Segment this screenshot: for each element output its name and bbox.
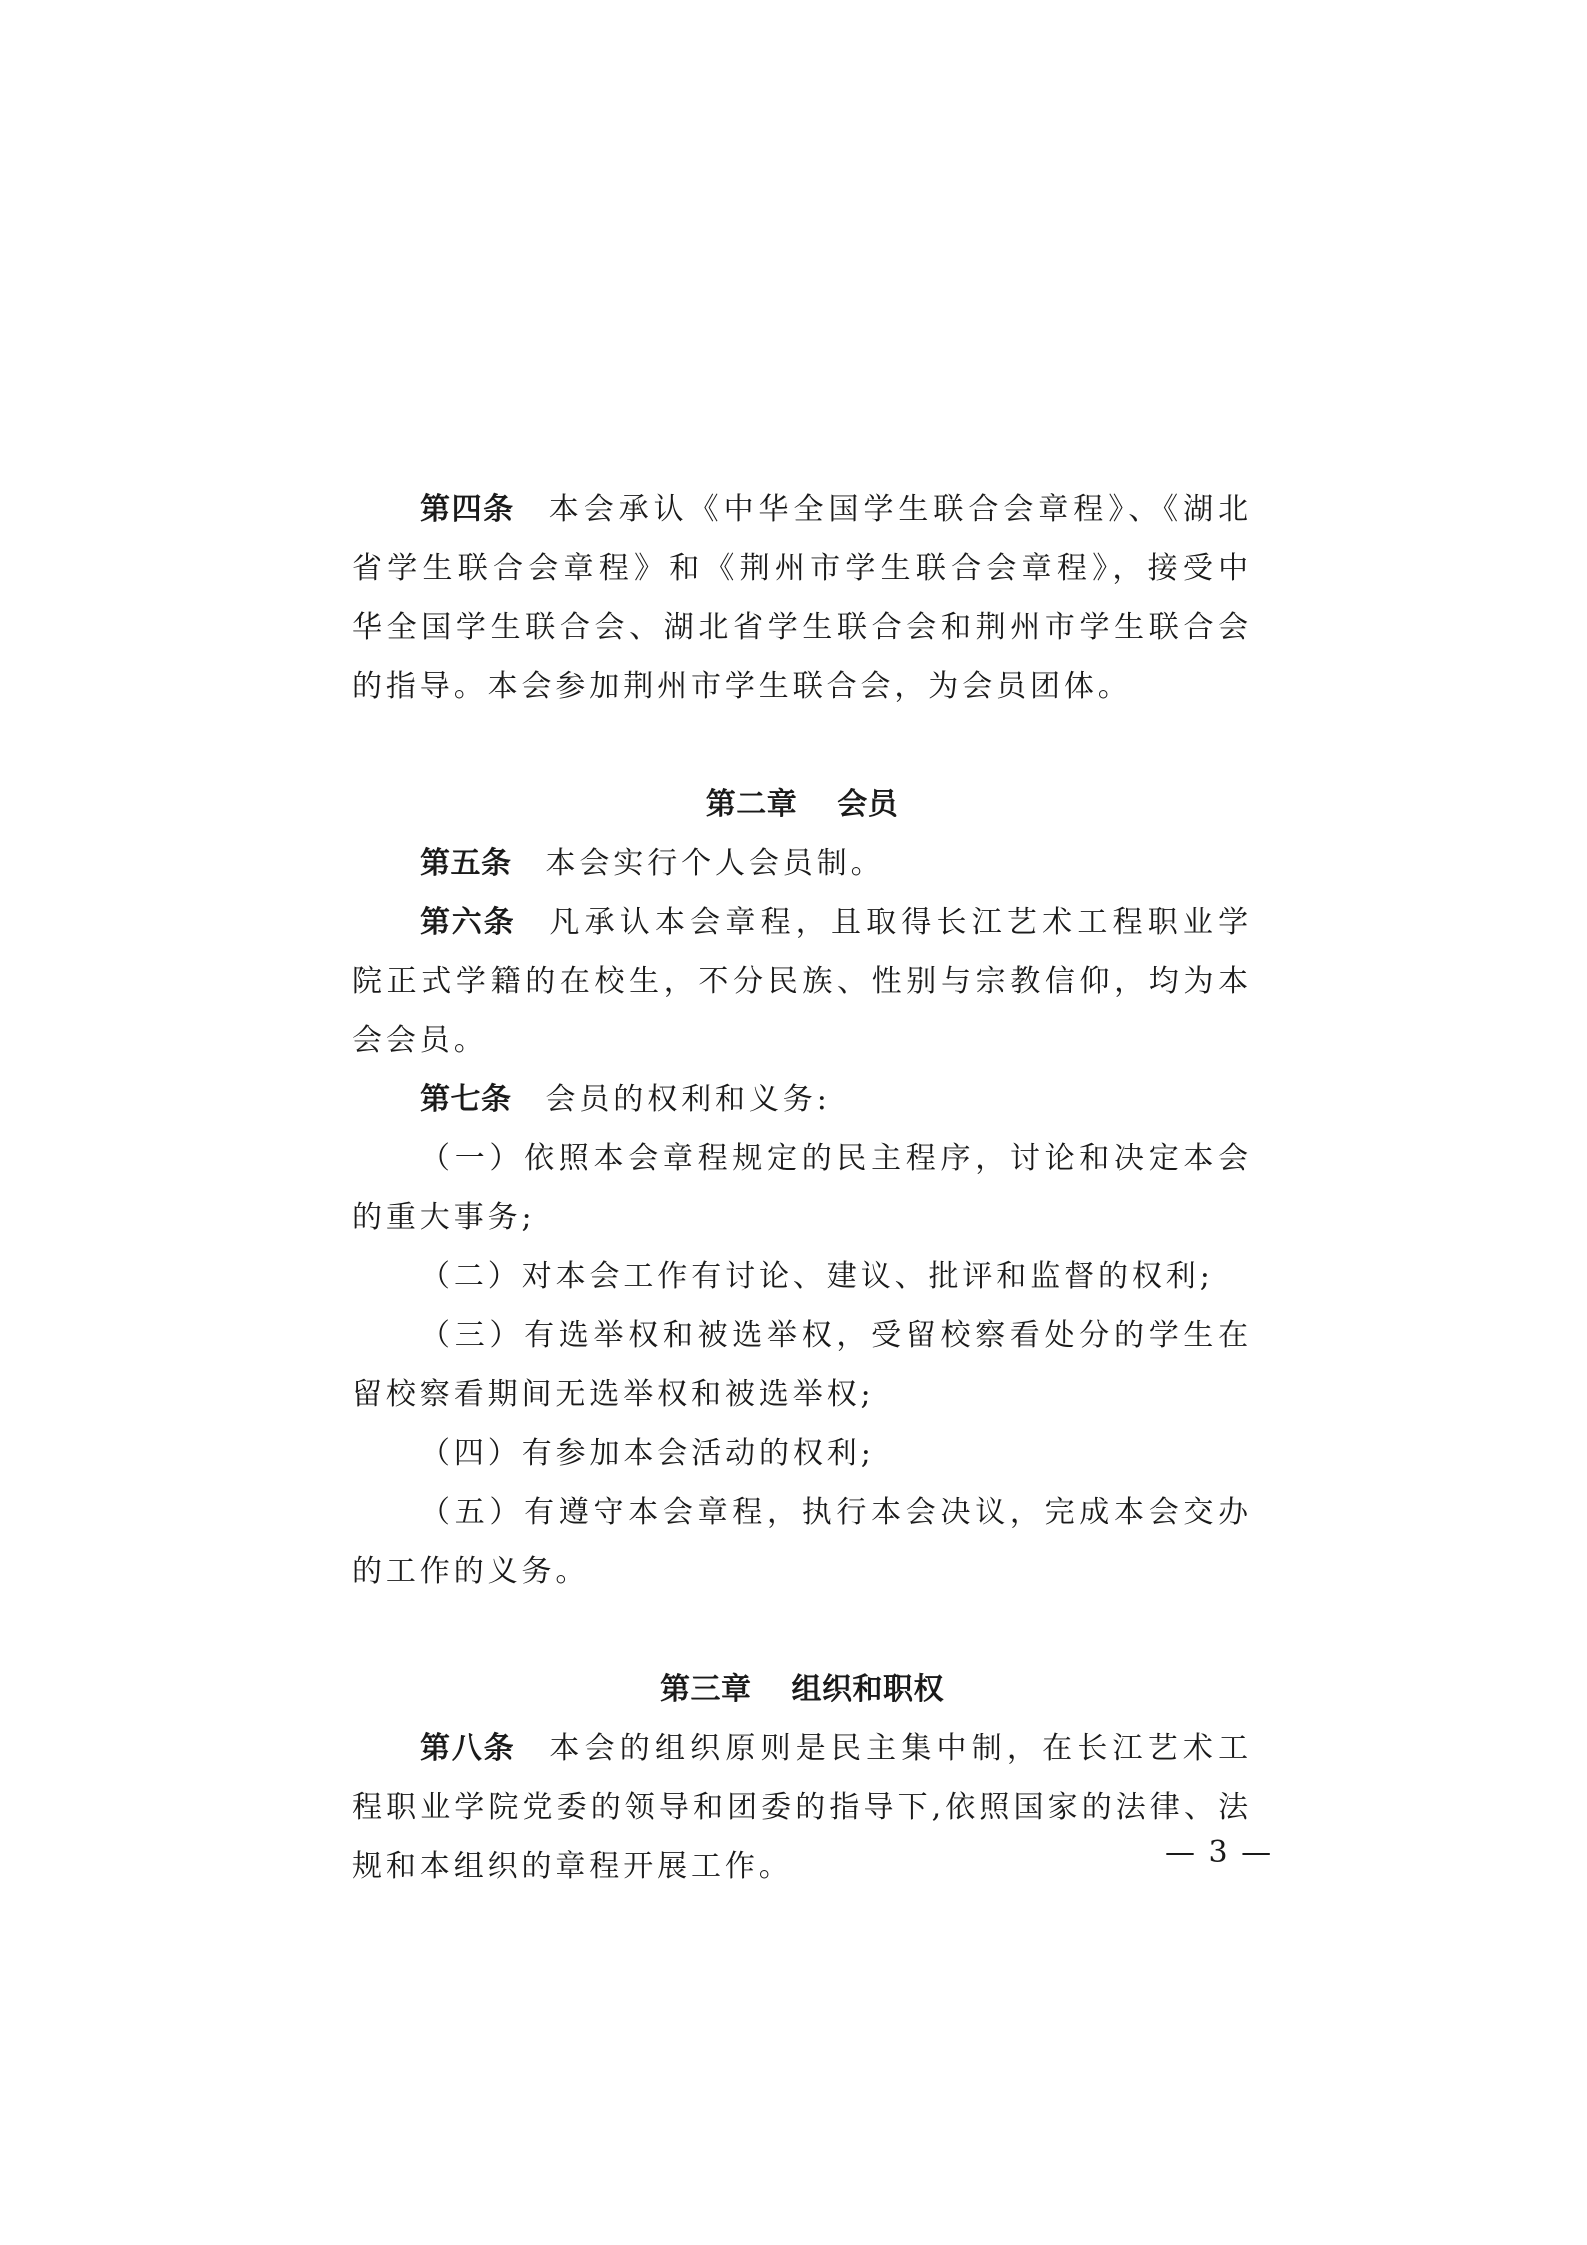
article-text: 本会实行个人会员制。	[545, 846, 885, 881]
article-text: 本会的组织原则是民主集中制，在长江艺术工程职业学院党委的领导和团委的指导下,依照国家的法律、法规和本组织的章程开展工作。	[352, 1731, 1253, 1884]
article-8	[352, 1719, 1252, 1896]
article-7	[352, 1070, 1252, 1129]
list-item: （二）对本会工作有讨论、建议、批评和监督的权利;	[420, 1259, 1214, 1294]
chapter-title: 组织和职权	[791, 1672, 944, 1707]
chapter-title: 会员	[837, 787, 899, 822]
chapter-heading	[352, 775, 1252, 834]
document-body	[352, 480, 1252, 1896]
chapter-heading	[352, 1660, 1252, 1719]
chapter-number: 第三章	[660, 1672, 752, 1707]
article-text: 本会承认《中华全国学生联合会章程》、《湖北省学生联合会章程》和《荆州市学生联合会章程》，接受中华全国学生联合会、湖北省学生联合会和荆州市学生联合会的指导。本会参加荆州市学生联合会，为会员团体。	[352, 492, 1253, 704]
section-spacer	[352, 1601, 1252, 1660]
article-label: 第六条	[420, 905, 516, 940]
article-text: 凡承认本会章程，且取得长江艺术工程职业学院正式学籍的在校生，不分民族、性别与宗教信仰，均为本会会员。	[352, 905, 1253, 1058]
list-item: （五）有遵守本会章程，执行本会决议，完成本会交办的工作的义务。	[352, 1495, 1252, 1589]
article-text: 会员的权利和义务:	[545, 1082, 831, 1117]
article-label: 第七条	[420, 1082, 512, 1117]
article-4	[352, 480, 1252, 716]
list-item: （一）依照本会章程规定的民主程序，讨论和决定本会的重大事务;	[352, 1141, 1252, 1235]
article-5	[352, 834, 1252, 893]
chapter-number: 第二章	[705, 787, 798, 822]
article-label: 第四条	[420, 492, 515, 527]
page-number: — 3 —	[1165, 1835, 1274, 1870]
section-spacer	[352, 716, 1252, 775]
article-6	[352, 893, 1252, 1070]
article-label: 第五条	[420, 846, 512, 881]
list-item: （四）有参加本会活动的权利;	[420, 1436, 875, 1471]
article-label: 第八条	[420, 1731, 516, 1766]
list-item: （三）有选举权和被选举权，受留校察看处分的学生在留校察看期间无选举权和被选举权;	[352, 1318, 1252, 1412]
